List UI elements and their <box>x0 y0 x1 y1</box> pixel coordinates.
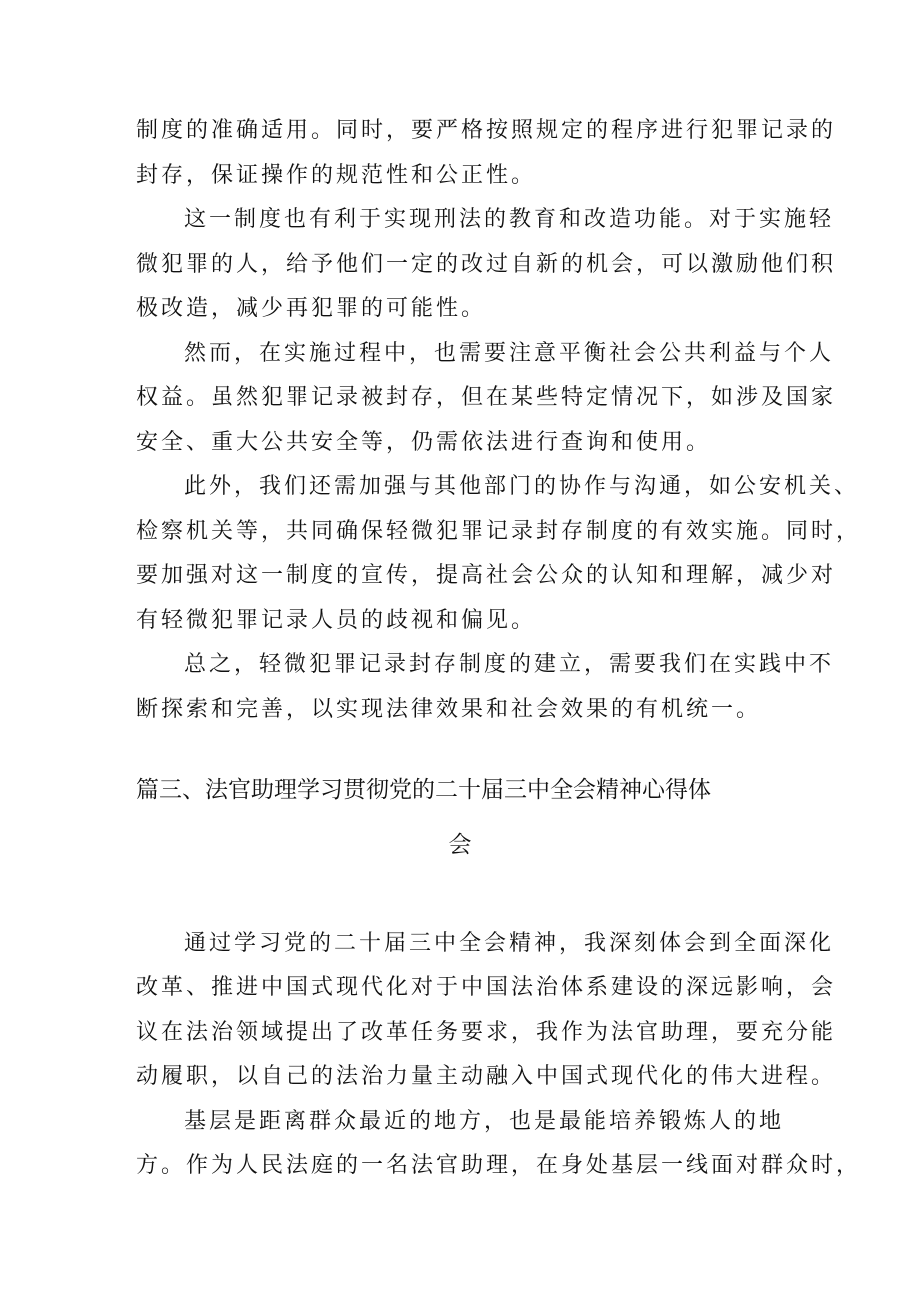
paragraph-line: 动履职，以自己的法治力量主动融入中国式现代化的伟大进程。 <box>136 1064 837 1089</box>
section-heading-continuation: 会 <box>448 832 472 858</box>
paragraph-line: 封存，保证操作的规范性和公正性。 <box>136 163 537 188</box>
paragraph-line: 极改造，减少再犯罪的可能性。 <box>136 296 487 321</box>
paragraph-line: 安全、重大公共安全等，仍需依法进行查询和使用。 <box>136 430 712 455</box>
paragraph-line: 断探索和完善，以实现法律效果和社会效果的有机统一。 <box>136 697 762 722</box>
paragraph-line: 此外，我们还需加强与其他部门的协作与沟通，如公安机关、 <box>184 474 860 499</box>
paragraph-line: 有轻微犯罪记录人员的歧视和偏见。 <box>136 608 537 633</box>
paragraph-line: 通过学习党的二十届三中全会精神，我深刻体会到全面深化 <box>184 931 835 956</box>
paragraph-line: 制度的准确适用。同时，要严格按照规定的程序进行犯罪记录的 <box>136 118 837 143</box>
paragraph-line: 这一制度也有利于实现刑法的教育和改造功能。对于实施轻 <box>184 207 835 232</box>
paragraph-line: 方。作为人民法庭的一名法官助理，在身处基层一线面对群众时， <box>136 1153 862 1178</box>
paragraph-line: 然而，在实施过程中，也需要注意平衡社会公共利益与个人 <box>184 341 835 366</box>
paragraph-line: 基层是距离群众最近的地方，也是最能培养锻炼人的地 <box>184 1109 785 1134</box>
paragraph-line: 微犯罪的人，给予他们一定的改过自新的机会，可以激励他们积 <box>136 252 837 277</box>
paragraph-line: 议在法治领域提出了改革任务要求，我作为法官助理，要充分能 <box>136 1020 837 1045</box>
paragraph-line: 要加强对这一制度的宣传，提高社会公众的认知和理解，减少对 <box>136 563 837 588</box>
paragraph-line: 改革、推进中国式现代化对于中国法治体系建设的深远影响，会 <box>136 975 837 1000</box>
paragraph-line: 权益。虽然犯罪记录被封存，但在某些特定情况下，如涉及国家 <box>136 385 837 410</box>
section-heading: 篇三、法官助理学习贯彻党的二十届三中全会精神心得体 <box>136 777 711 803</box>
paragraph-line: 总之，轻微犯罪记录封存制度的建立，需要我们在实践中不 <box>184 652 835 677</box>
paragraph-line: 检察机关等，共同确保轻微犯罪记录封存制度的有效实施。同时， <box>136 519 862 544</box>
